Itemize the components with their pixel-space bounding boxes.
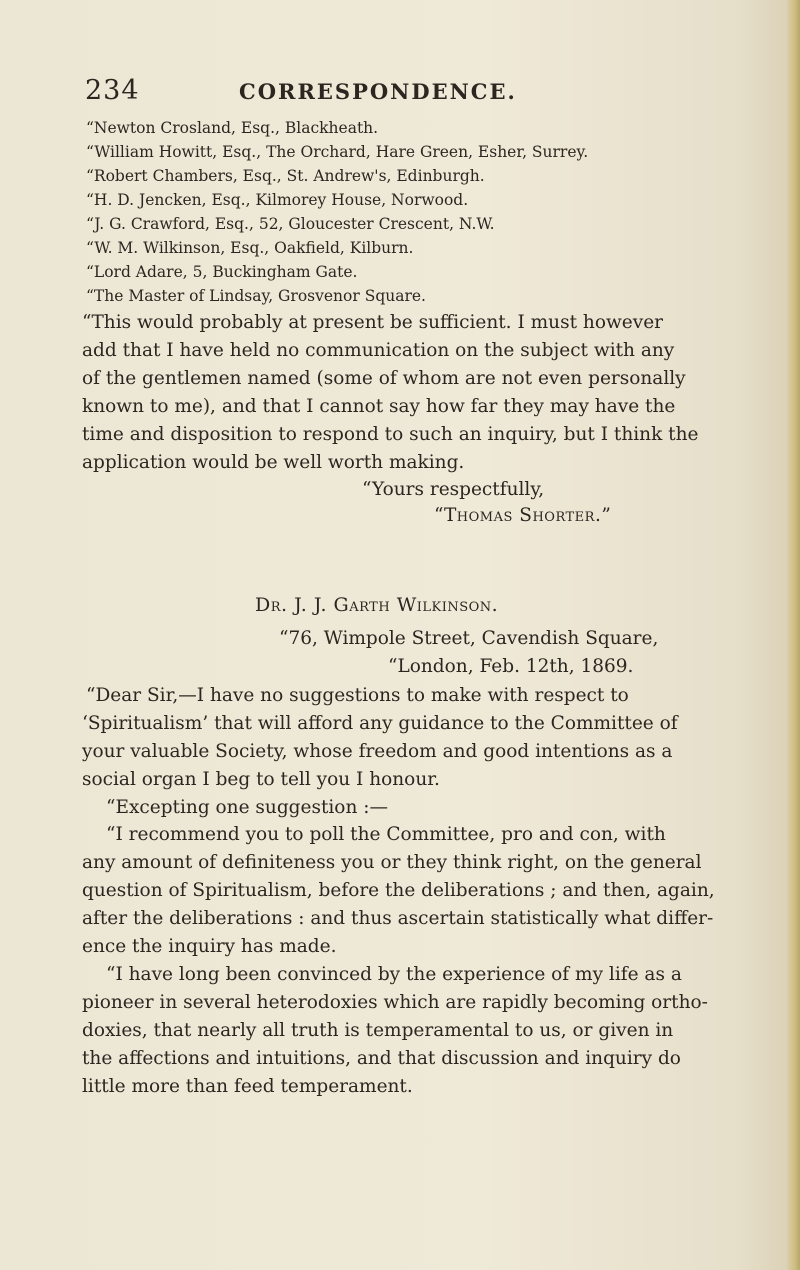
addressee-line: “Robert Chambers, Esq., St. Andrew's, Edinburgh. (86, 167, 485, 185)
paragraph-line: application would be well worth making. (82, 452, 465, 473)
addressee-line: “Newton Crosland, Esq., Blackheath. (86, 119, 379, 137)
paragraph-line: add that I have held no communication on the subject with any (82, 340, 675, 361)
addressee-line: “W. M. Wilkinson, Esq., Oakfield, Kilburn. (86, 239, 414, 257)
paragraph-line: pioneer in several heterodoxies which are rapidly becoming ortho- (82, 992, 708, 1013)
paragraph-line: any amount of definiteness you or they think right, on the general (82, 852, 702, 873)
addressee-line: “J. G. Crawford, Esq., 52, Gloucester Crescent, N.W. (86, 215, 495, 233)
paragraph-line: question of Spiritualism, before the deliberations ; and then, again, (82, 880, 715, 901)
paragraph-line: ‘Spiritualism’ that will afford any guidance to the Committee of (82, 713, 678, 734)
paragraph-line: the affections and intuitions, and that discussion and inquiry do (82, 1048, 681, 1069)
paragraph-line: ence the inquiry has made. (82, 936, 337, 957)
paragraph-line: “Excepting one suggestion :— (106, 797, 388, 818)
paragraph-line: after the deliberations : and thus ascertain statistically what differ- (82, 908, 714, 929)
page-edge-shadow (786, 0, 800, 1270)
paragraph-line: social organ I beg to tell you I honour. (82, 769, 440, 790)
paragraph-line: of the gentlemen named (some of whom are not even personally (82, 368, 686, 389)
letter-signature: “Thomas Shorter.” (434, 505, 612, 526)
paragraph-line: “I have long been convinced by the experience of my life as a (106, 964, 682, 985)
paragraph-line: “This would probably at present be sufficient. I must however (82, 312, 663, 333)
letter-closing: “Yours respectfully, (362, 479, 545, 500)
addressee-line: “Lord Adare, 5, Buckingham Gate. (86, 263, 358, 281)
paragraph-line: your valuable Society, whose freedom and good intentions as a (82, 741, 673, 762)
addressee-line: “H. D. Jencken, Esq., Kilmorey House, Norwood. (86, 191, 469, 209)
paragraph-line: little more than feed temperament. (82, 1076, 413, 1097)
running-head: CORRESPONDENCE. (239, 79, 517, 104)
page-header (85, 75, 745, 105)
correspondent-heading: Dr. J. J. Garth Wilkinson. (255, 594, 499, 616)
paragraph-line: doxies, that nearly all truth is temperamental to us, or given in (82, 1020, 674, 1041)
addressee-line: “The Master of Lindsay, Grosvenor Square. (86, 287, 426, 305)
letter-address: “76, Wimpole Street, Cavendish Square, (279, 628, 659, 649)
addressee-line: “William Howitt, Esq., The Orchard, Hare Green, Esher, Surrey. (86, 143, 589, 161)
paragraph-line: “I recommend you to poll the Committee, pro and con, with (106, 824, 666, 845)
paragraph-line: “Dear Sir,—I have no suggestions to make with respect to (86, 685, 629, 706)
paragraph-line: known to me), and that I cannot say how far they may have the (82, 396, 676, 417)
paragraph-line: time and disposition to respond to such an inquiry, but I think the (82, 424, 699, 445)
page-number: 234 (85, 75, 140, 106)
letter-date: “London, Feb. 12th, 1869. (388, 656, 634, 677)
